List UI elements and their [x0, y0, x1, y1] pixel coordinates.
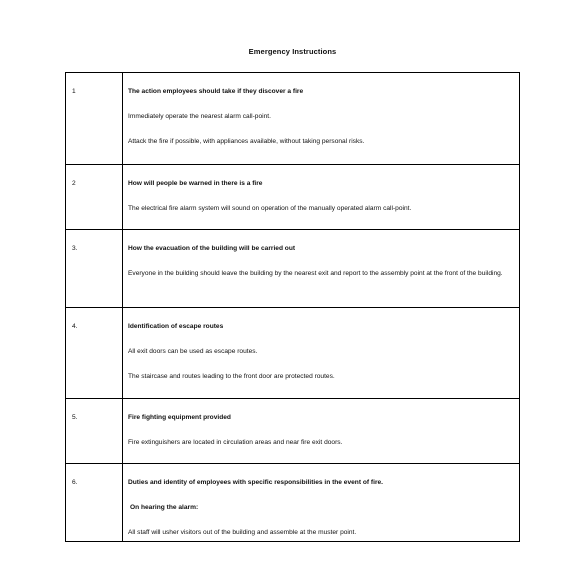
row-text-line: All staff will usher visitors out of the building and assemble at the muster point.	[128, 528, 357, 536]
table-row	[66, 308, 520, 399]
row-number-cell	[66, 230, 123, 308]
row-text-line: All exit doors can be used as escape routes.	[128, 347, 258, 355]
instructions-table	[65, 72, 520, 542]
row-heading: The action employees should take if they discover a fire	[128, 88, 304, 95]
row-number: 1	[72, 88, 76, 95]
table-row	[66, 73, 520, 165]
row-text-line: Fire extinguishers are located in circulation areas and near fire exit doors.	[128, 438, 343, 446]
row-text-line: Immediately operate the nearest alarm call-point.	[128, 112, 271, 120]
row-heading: Duties and identity of employees with specific responsibilities in the event of fire.	[128, 479, 384, 486]
row-text-line: The staircase and routes leading to the front door are protected routes.	[128, 372, 335, 380]
row-content-cell	[123, 165, 520, 230]
table-row	[66, 165, 520, 230]
row-number: 5.	[72, 414, 78, 421]
row-heading: Identification of escape routes	[128, 323, 224, 330]
row-text-line: The electrical fire alarm system will sound on operation of the manually operated alarm call-point.	[128, 204, 412, 212]
table-row	[66, 399, 520, 464]
document-title: Emergency Instructions	[248, 47, 337, 56]
row-text-line: Attack the fire if possible, with appliances available, without taking personal risks.	[128, 137, 365, 145]
row-content-cell	[123, 399, 520, 464]
row-number-cell	[66, 165, 123, 230]
row-number-cell	[66, 464, 123, 542]
row-content-cell	[123, 73, 520, 165]
row-content-cell	[123, 464, 520, 542]
row-heading: Fire fighting equipment provided	[128, 414, 231, 421]
table-row	[66, 464, 520, 542]
row-number: 4.	[72, 323, 78, 330]
row-text-line: Everyone in the building should leave the building by the nearest exit and report to the assembly point at the front of the building.	[128, 269, 503, 277]
table-row	[66, 230, 520, 308]
row-number: 6.	[72, 479, 78, 486]
row-heading: How will people be warned in there is a fire	[128, 180, 263, 187]
row-heading: How the evacuation of the building will be carried out	[128, 245, 296, 252]
row-content-cell	[123, 230, 520, 308]
row-number: 2	[72, 180, 76, 187]
row-number: 3.	[72, 245, 78, 252]
row-number-cell	[66, 399, 123, 464]
row-subheading: On hearing the alarm:	[130, 503, 199, 511]
row-number-cell	[66, 308, 123, 399]
row-number-cell	[66, 73, 123, 165]
row-content-cell	[123, 308, 520, 399]
